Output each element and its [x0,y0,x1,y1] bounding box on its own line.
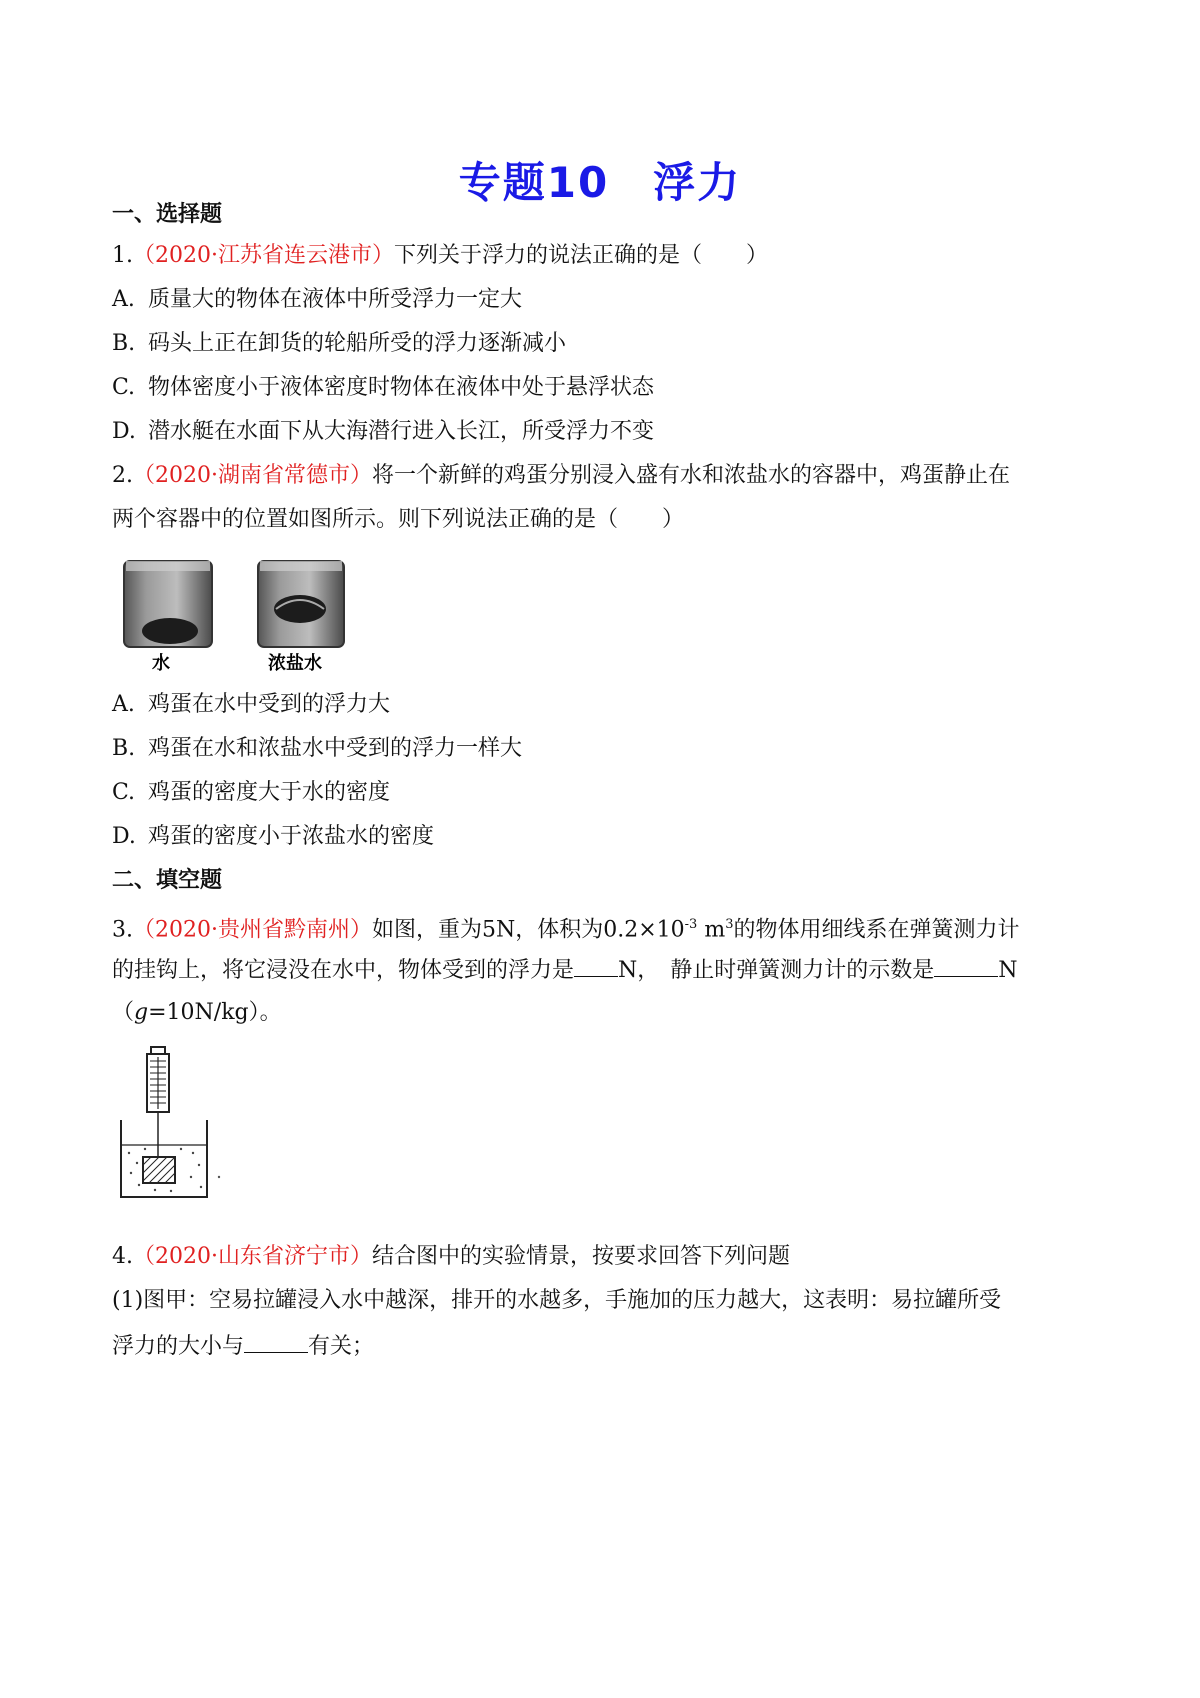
beaker-with-water [121,1120,207,1197]
question-4-stem [112,1242,790,1272]
exponent: 3 [725,917,734,932]
option-letter: A. [112,692,135,717]
exponent: -3 [684,917,698,932]
question-3-stem [112,910,1019,945]
answer-blank-buoyancy[interactable] [574,954,618,977]
beaker-water [124,561,212,647]
question-text: 下列关于浮力的说法正确的是（ ） [393,243,768,268]
beaker-label-water: 水 [152,653,170,674]
beaker-salt-water [258,561,344,647]
question-source: （2020·山东省济宁市） [133,1244,372,1269]
question-source: （2020·贵州省黔南州） [133,917,372,943]
question-source: （2020·湖南省常德市） [133,463,372,488]
option-text: 物体密度小于液体密度时物体在液体中处于悬浮状态 [148,375,655,400]
option-text: 码头上正在卸货的轮船所受的浮力逐渐减小 [148,331,567,356]
question-text: N， 静止时弹簧测力计的示数是 [618,958,935,983]
option-letter: C. [112,375,136,400]
question-text: 如图，重为5N，体积为0.2×10 [371,917,685,943]
spring-scale-figure [115,1045,225,1205]
egg-in-water [142,618,198,644]
option-letter: D. [112,419,136,444]
question-2-stem [112,461,1010,491]
section-heading-choice: 一、选择题 [112,202,223,227]
question-1-stem [112,241,768,271]
option-a [112,690,390,720]
option-d [112,417,654,447]
question-text: 的物体用细线系在弹簧测力计 [733,917,1020,943]
option-letter: A. [112,287,135,312]
option-text: 潜水艇在水面下从大海潜行进入长江，所受浮力不变 [148,419,655,444]
question-3-line3 [112,998,282,1028]
question-4-sub1: (1)图甲：空易拉罐浸入水中越深，排开的水越多，手施加的压力越大，这表明：易拉罐所受 [112,1288,1002,1313]
variable-g: g [134,1000,149,1025]
question-3-line2 [112,954,1018,986]
question-number: 3. [112,917,133,943]
question-4-sub1-line2 [112,1330,374,1362]
beaker-label-salt-water: 浓盐水 [268,653,322,674]
option-b [112,329,566,359]
option-letter: B. [112,736,136,761]
question-text: 结合图中的实验情景，按要求回答下列问题 [371,1244,790,1269]
question-source: （2020·江苏省连云港市） [133,243,394,268]
option-d [112,822,434,852]
unit-text: N [998,958,1018,983]
question-text: 的挂钩上，将它浸没在水中，物体受到的浮力是 [112,958,575,983]
question-2-stem-line2: 两个容器中的位置如图所示。则下列说法正确的是（ ） [112,507,685,532]
answer-blank-factor[interactable] [244,1330,308,1353]
spring-scale [147,1047,169,1157]
option-text: 鸡蛋的密度小于浓盐水的密度 [148,824,435,849]
option-c [112,778,390,808]
question-text: =10N/kg）。 [148,1000,282,1025]
option-b [112,734,522,764]
question-text: 浮力的大小与 [112,1334,245,1359]
option-text: 鸡蛋在水和浓盐水中受到的浮力一样大 [148,736,523,761]
paren: （ [112,1000,135,1025]
unit-text: m [697,917,726,943]
beakers-egg-figure [120,555,360,675]
question-number: 1. [112,243,133,268]
question-text: 有关； [308,1334,375,1359]
option-text: 质量大的物体在液体中所受浮力一定大 [148,287,523,312]
option-letter: C. [112,780,136,805]
option-text: 鸡蛋的密度大于水的密度 [148,780,391,805]
option-c [112,373,654,403]
question-text: 将一个新鲜的鸡蛋分别浸入盛有水和浓盐水的容器中，鸡蛋静止在 [371,463,1010,488]
question-number: 4. [112,1244,133,1269]
question-number: 2. [112,463,133,488]
answer-blank-reading[interactable] [934,954,998,977]
option-letter: B. [112,331,136,356]
option-text: 鸡蛋在水中受到的浮力大 [148,692,391,717]
section-heading-fill: 二、填空题 [112,868,223,893]
option-a [112,285,522,315]
page-title: 专题10 浮力 [458,158,742,207]
option-letter: D. [112,824,136,849]
